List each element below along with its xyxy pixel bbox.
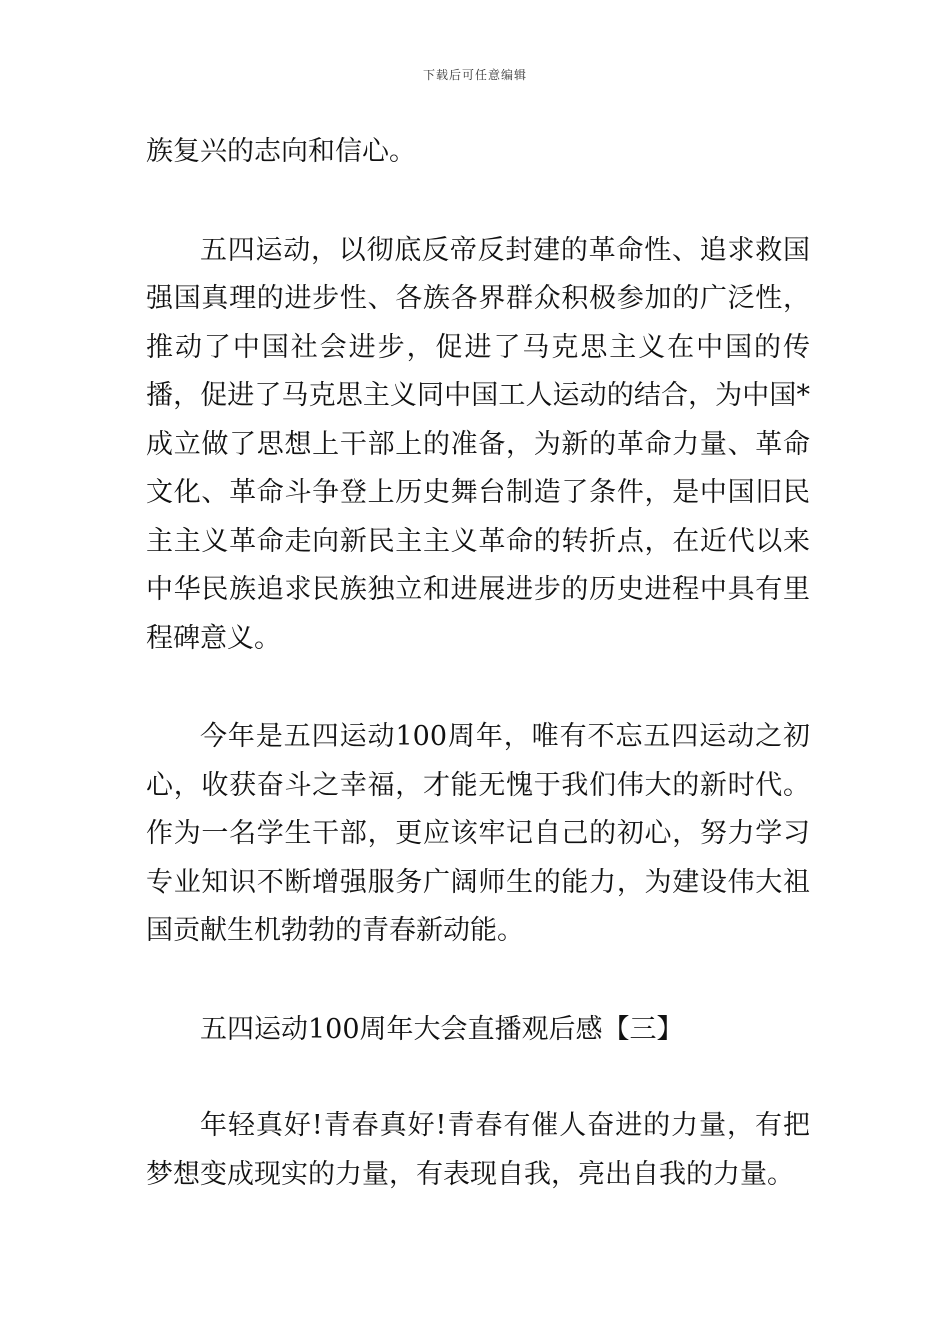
header-note: 下载后可任意编辑 <box>422 68 527 82</box>
paragraph-may-fourth-significance: 五四运动，以彻底反帝反封建的革命性、追求救国强国真理的进步性、各族各界群众积极参加的广泛性，推动了中国社会进步，促进了马克思主义在中国的传播，促进了马克思主义同中国工人运动的结合，为中国*成立做了思想上干部上的准备，为新的革命力量、革命文化、革命斗争登上历史舞台制造了条件，是中国旧民主主义革命走向新民主主义革命的转折点，在近代以来中华民族追求民族独立和进展进步的历史进程中具有里程碑意义。 <box>146 234 810 654</box>
paragraph-continuation: 族复兴的志向和信心。 <box>146 136 416 167</box>
paragraph-centennial-reflection: 今年是五四运动100周年，唯有不忘五四运动之初心，收获奋斗之幸福，才能无愧于我们伟大的新时代。作为一名学生干部，更应该牢记自己的初心，努力学习专业知识不断增强服务广阔师生的能力，为建设伟大祖国贡献生机勃勃的青春新动能。 <box>146 721 810 946</box>
section-heading: 五四运动100周年大会直播观后感【三】 <box>200 1013 684 1045</box>
paragraph-youth: 年轻真好!青春真好!青春有催人奋进的力量，有把梦想变成现实的力量，有表现自我，亮出自我的力量。 <box>146 1110 810 1190</box>
document-body <box>146 128 810 1199</box>
